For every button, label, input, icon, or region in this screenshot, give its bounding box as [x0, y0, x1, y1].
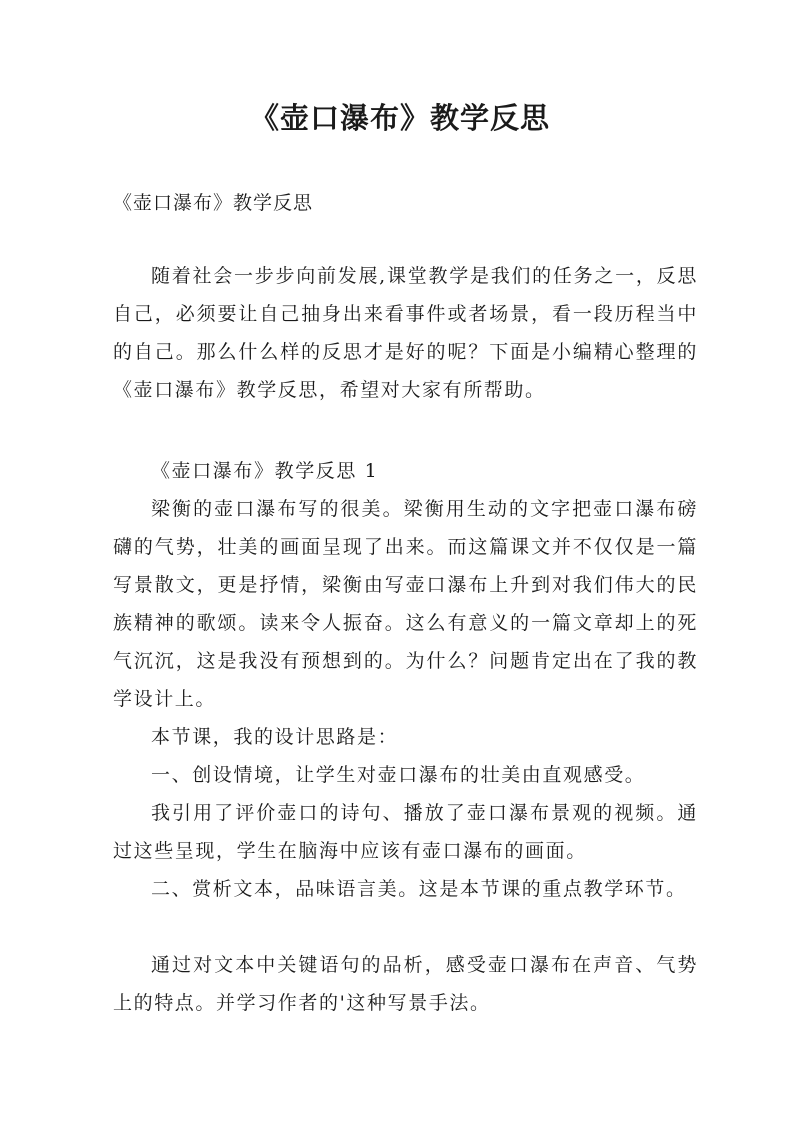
- body-paragraph-1: 梁衡的壶口瀑布写的很美。梁衡用生动的文字把壶口瀑布磅礴的气势，壮美的画面呈现了出来。而这篇课文并不仅仅是一篇写景散文，更是抒情，梁衡由写壶口瀑布上升到对我们伟大的民族精神的歌颂。读来令人振奋。这么有意义的一篇文章却上的死气沉沉，这是我没有预想到的。为什么？问题肯定出在了我的教学设计上。: [113, 498, 698, 710]
- intro-paragraph: 随着社会一步步向前发展,课堂教学是我们的任务之一，反思自己，必须要让自己抽身出来看事件或者场景，看一段历程当中的自己。那么什么样的反思才是好的呢？下面是小编精心整理的《壶口瀑布》教学反思，希望对大家有所帮助。: [113, 265, 698, 401]
- body-paragraph-2: 本节课，我的设计思路是：: [151, 726, 399, 748]
- body-paragraph-3: 一、创设情境，让学生对壶口瀑布的壮美由直观感受。: [151, 764, 646, 786]
- document-subtitle: 《壶口瀑布》教学反思: [113, 192, 314, 214]
- document-title: 《壶口瀑布》教学反思: [249, 101, 550, 135]
- body-paragraph-5: 二、赏析文本，品味语言美。这是本节课的重点教学环节。: [151, 878, 687, 900]
- body-paragraph-4: 我引用了评价壶口的诗句、播放了壶口瀑布景观的视频。通过这些呈现，学生在脑海中应该有壶口瀑布的画面。: [113, 802, 698, 862]
- body-paragraph-6: 通过对文本中关键语句的品析，感受壶口瀑布在声音、气势上的特点。并学习作者的'这种写景手法。: [113, 954, 698, 1014]
- section-heading: 《壶口瀑布》教学反思 1: [151, 460, 379, 482]
